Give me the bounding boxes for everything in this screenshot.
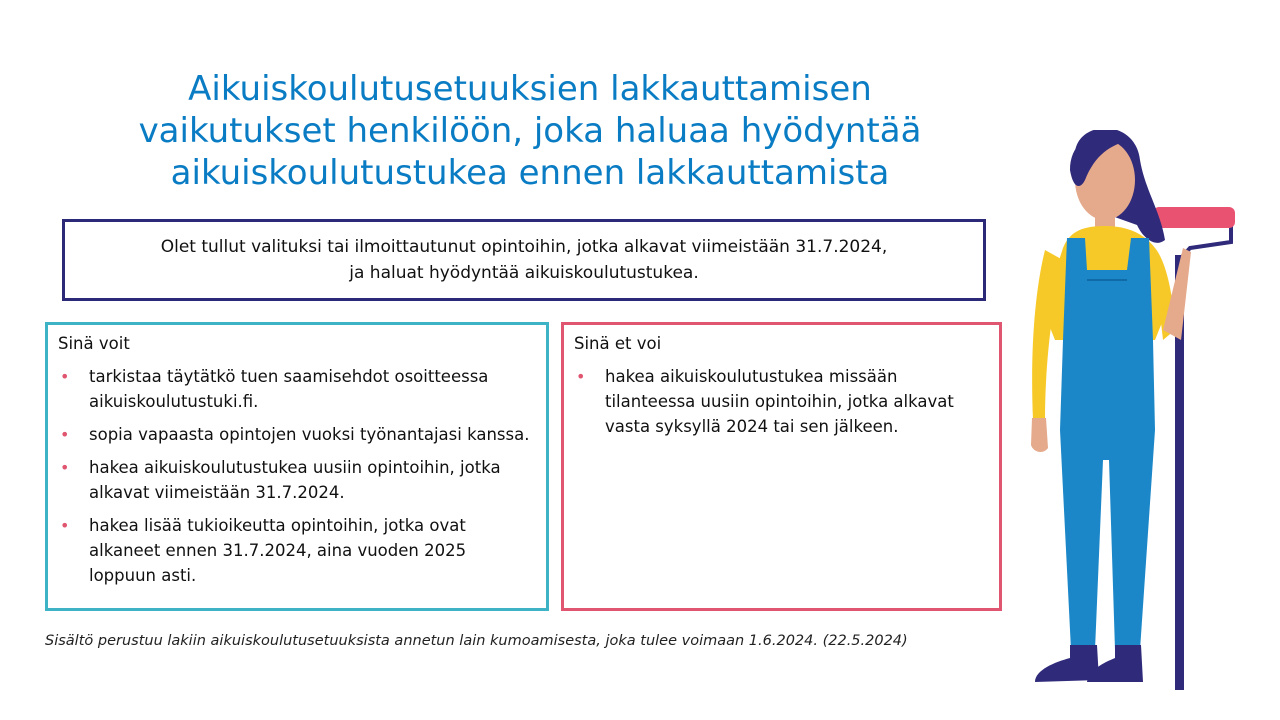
title-line-1: Aikuiskoulutusetuuksien lakkauttamisen: [188, 69, 872, 109]
bullet-dot-icon: •: [576, 367, 586, 386]
list-item-text: hakea lisää tukioikeutta opintoihin, jotka ovat alkaneet ennen 31.7.2024, aina vuoden 2025 loppuun asti.: [89, 516, 467, 585]
overalls: [1060, 238, 1155, 650]
list-item-text: sopia vapaasta opintojen vuoksi työnantajasi kanssa.: [89, 425, 530, 444]
intro-line-1: Olet tullut valituksi tai ilmoittautunut opintoihin, jotka alkavat viimeistään 31.7.2024,: [160, 237, 888, 257]
paint-roller-icon: [1153, 207, 1235, 228]
can-heading: Sinä voit: [58, 334, 130, 353]
list-item: [574, 364, 989, 439]
intro-line-2: ja haluat hyödyntää aikuiskoulutustukea.: [349, 263, 699, 283]
list-item-text: tarkistaa täytätkö tuen saamisehdot osoitteessa aikuiskoulutustuki.fi.: [89, 367, 489, 411]
bullet-dot-icon: •: [60, 516, 70, 535]
left-hand: [1031, 418, 1048, 452]
list-item: [58, 364, 536, 414]
cannot-heading: Sinä et voi: [574, 334, 662, 353]
bullet-dot-icon: •: [60, 367, 70, 386]
list-item: [58, 513, 536, 588]
list-item: [58, 422, 536, 447]
bullet-dot-icon: •: [60, 458, 70, 477]
list-item: [58, 455, 536, 505]
cannot-list: [574, 364, 989, 439]
list-item-text: hakea aikuiskoulutustukea missään tilanteessa uusiin opintoihin, jotka alkavat vasta syksyllä 2024 tai sen jälkeen.: [605, 367, 954, 436]
intro-box: [62, 219, 986, 301]
cannot-box: [561, 322, 1002, 611]
footnote: Sisältö perustuu lakiin aikuiskoulutusetuuksista annetun lain kumoamisesta, joka tulee voimaan 1.6.2024. (22.5.2024): [45, 633, 908, 649]
can-list: [58, 364, 536, 588]
list-item-text: hakea aikuiskoulutustukea uusiin opintoihin, jotka alkavat viimeistään 31.7.2024.: [89, 458, 501, 502]
painter-woman-illustration: [1015, 130, 1265, 700]
title-line-2: vaikutukset henkilöön, joka haluaa hyödyntää: [138, 111, 922, 151]
title-line-3: aikuiskoulutustukea ennen lakkauttamista: [170, 153, 890, 193]
page-title: [60, 68, 1000, 194]
bullet-dot-icon: •: [60, 425, 70, 444]
can-box: [45, 322, 549, 611]
